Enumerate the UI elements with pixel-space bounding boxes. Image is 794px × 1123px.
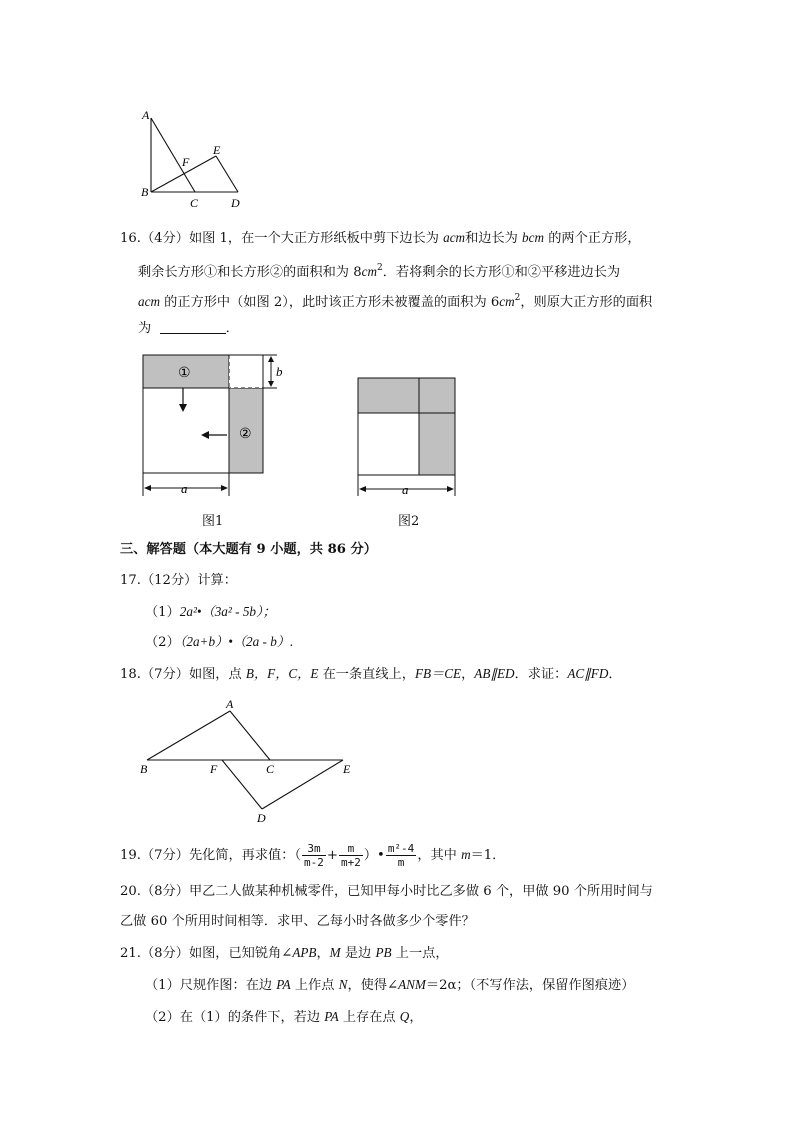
q18-points: B，F，C，E [245,666,319,681]
q21-text: 是边 [340,946,376,961]
fig1-caption: 图1 [202,514,224,529]
q18-score: （7分） [140,667,189,682]
fig1-circle-2: ② [239,427,252,442]
q19-f1-num: 3m [302,842,326,856]
q21-text: ，使得∠ [347,978,399,993]
q20-line-2 [120,914,475,930]
q20-line-1 [120,884,653,900]
q16-text: 如图 1，在一个大正方形纸板中剪下边长为 [188,231,444,246]
q19-text: ，其中 [417,848,462,863]
q21-text: （1）尺规作图：在边 [145,978,277,993]
fig18-label-d: D [257,811,266,825]
fig18-label-b: B [140,762,148,776]
fig1-circle-1: ① [178,366,191,381]
fig15-label-c: C [190,196,199,210]
q16-unit-cm: cm [361,264,377,279]
q19-var-m: m [461,847,471,862]
fig15-label-e: E [213,143,221,157]
q17-p2-expr: （2a+b）•（2a - b）. [179,634,294,649]
q16-answer-blank[interactable] [160,321,226,334]
q18-goal: AC∥FD [567,666,609,681]
q18-text: 如图，点 [188,667,246,682]
q16-line-1 [120,230,641,247]
q21-text: 上一点， [391,946,449,961]
q16-text: 剩余长方形①和长方形②的面积和为 8 [138,265,362,280]
q21-part-2 [145,1009,423,1026]
q18-cond1: FB＝CE [414,666,462,681]
q21-text: 如图，已知锐角∠ [188,946,293,961]
fig15-label-d: D [231,196,240,210]
q17-p2-label: （2） [145,635,180,650]
q20-score: （8分） [140,884,189,899]
q21-number: 21. [120,946,141,961]
q21-text: ， [409,1010,423,1025]
q17-score: （12分） [140,573,198,588]
q21-n: N [338,977,348,992]
q21-pb: PB [375,945,392,960]
q19-number: 19. [120,848,141,863]
q17-line-1 [120,573,237,589]
q16-sup-2: 2 [376,263,383,273]
q20-number: 20. [120,884,141,899]
fig1-label-a: a [181,481,188,496]
q16-text: 的两个正方形， [544,231,641,246]
q16-text: 的正方形中（如图 2），此时该正方形未被覆盖的面积为 6 [159,295,500,310]
q16-number: 16. [120,231,141,246]
q21-pa-2: PA [324,1009,339,1024]
q19-f2-num: m [339,842,363,856]
q18-text: 在一条直线上， [318,667,415,682]
q21-anm: ANM [398,977,426,992]
q21-score: （8分） [140,946,189,961]
q21-q: Q [399,1009,410,1024]
q21-text: 上存在点 [338,1010,400,1025]
q19-f3-num: m²-4 [387,842,415,855]
q16-line-4 [138,321,239,337]
q16-text: ．若将剩余的长方形①和②平移进边长为 [382,265,621,280]
fig15-label-b: B [141,185,149,199]
q21-part-1 [145,977,634,994]
q16-text: 为 [138,321,152,336]
fig1-label-b: b [276,364,283,379]
q17-p1-expr: 2a²•（3a² - 5b）； [179,604,276,619]
fig18-label-c: C [266,762,275,776]
q18-line-1 [120,666,622,683]
q16-line-2 [138,260,620,281]
q16-unit-cm-2: cm [499,294,515,309]
q20-text: 甲乙二人做某种机械零件，已知甲每小时比乙多做 6 个，甲做 90 个所用时间与 [188,884,653,899]
q16-var-acm: acm [443,230,466,245]
fig18-label-a: A [226,697,234,711]
q18-number: 18. [120,667,141,682]
q17-text: 计算： [197,573,237,588]
q16-text: ． [225,321,239,336]
q17-number: 17. [120,573,141,588]
q21-m: M [329,945,341,960]
q19-score: （7分） [140,848,189,863]
q21-text: ， [316,946,330,961]
q19-f3-den: m [397,856,405,869]
q21-text: ＝2α；（不写作法，保留作图痕迹） [425,978,635,993]
q19-f2-den: m+2 [340,856,361,869]
q16-score: （4分） [140,231,189,246]
q21-apb: APB [292,945,317,960]
section-3-title: 三、解答题（本大题有 9 小题，共 86 分） [120,542,377,557]
q17-part-1 [145,604,276,621]
q21-text: （2）在（1）的条件下，若边 [145,1010,325,1025]
fig2-caption: 图2 [398,514,420,529]
q20-text: 乙做 60 个所用时间相等．求甲、乙每小时各做多少个零件？ [120,914,475,929]
q16-text: ，则原大正方形的面积 [520,295,653,310]
fig18-label-e: E [343,762,351,776]
figure-q15 [138,108,250,214]
q21-text: 上作点 [290,978,339,993]
q19-fraction-3 [386,842,417,869]
q16-var-bcm: bcm [522,230,545,245]
q19-text: ＝1． [470,848,506,863]
q19-text: 先化简，再求值：（ [188,848,302,863]
q16-text: 和边长为 [465,231,523,246]
q19-f1-den: m-2 [304,856,324,869]
fig15-label-a: A [142,108,150,122]
fig2-label-a: a [402,482,409,497]
figure-q16-fig1 [135,348,295,508]
q16-sup-2b: 2 [514,293,521,303]
fig15-label-f: F [182,155,190,169]
q19-fraction-1 [302,842,326,869]
q18-cond2: AB∥ED [474,666,515,681]
q16-var-acm-2: acm [138,294,160,309]
q19-plus: + [326,848,338,863]
q16-line-3 [138,290,652,311]
q21-pa: PA [276,977,291,992]
figure-q16-fig2 [350,372,462,502]
q17-part-2 [145,634,293,651]
q17-p1-label: （1） [145,605,180,620]
q18-text: ．求证： [514,667,568,682]
figure-q18 [135,694,365,830]
q18-text: ， [461,667,475,682]
q21-line-1 [120,945,449,962]
q19-line [120,840,505,871]
q18-text: ． [608,667,622,682]
fig18-label-f: F [210,762,218,776]
q19-close: ）• [363,848,385,863]
q19-fraction-2 [339,842,363,869]
